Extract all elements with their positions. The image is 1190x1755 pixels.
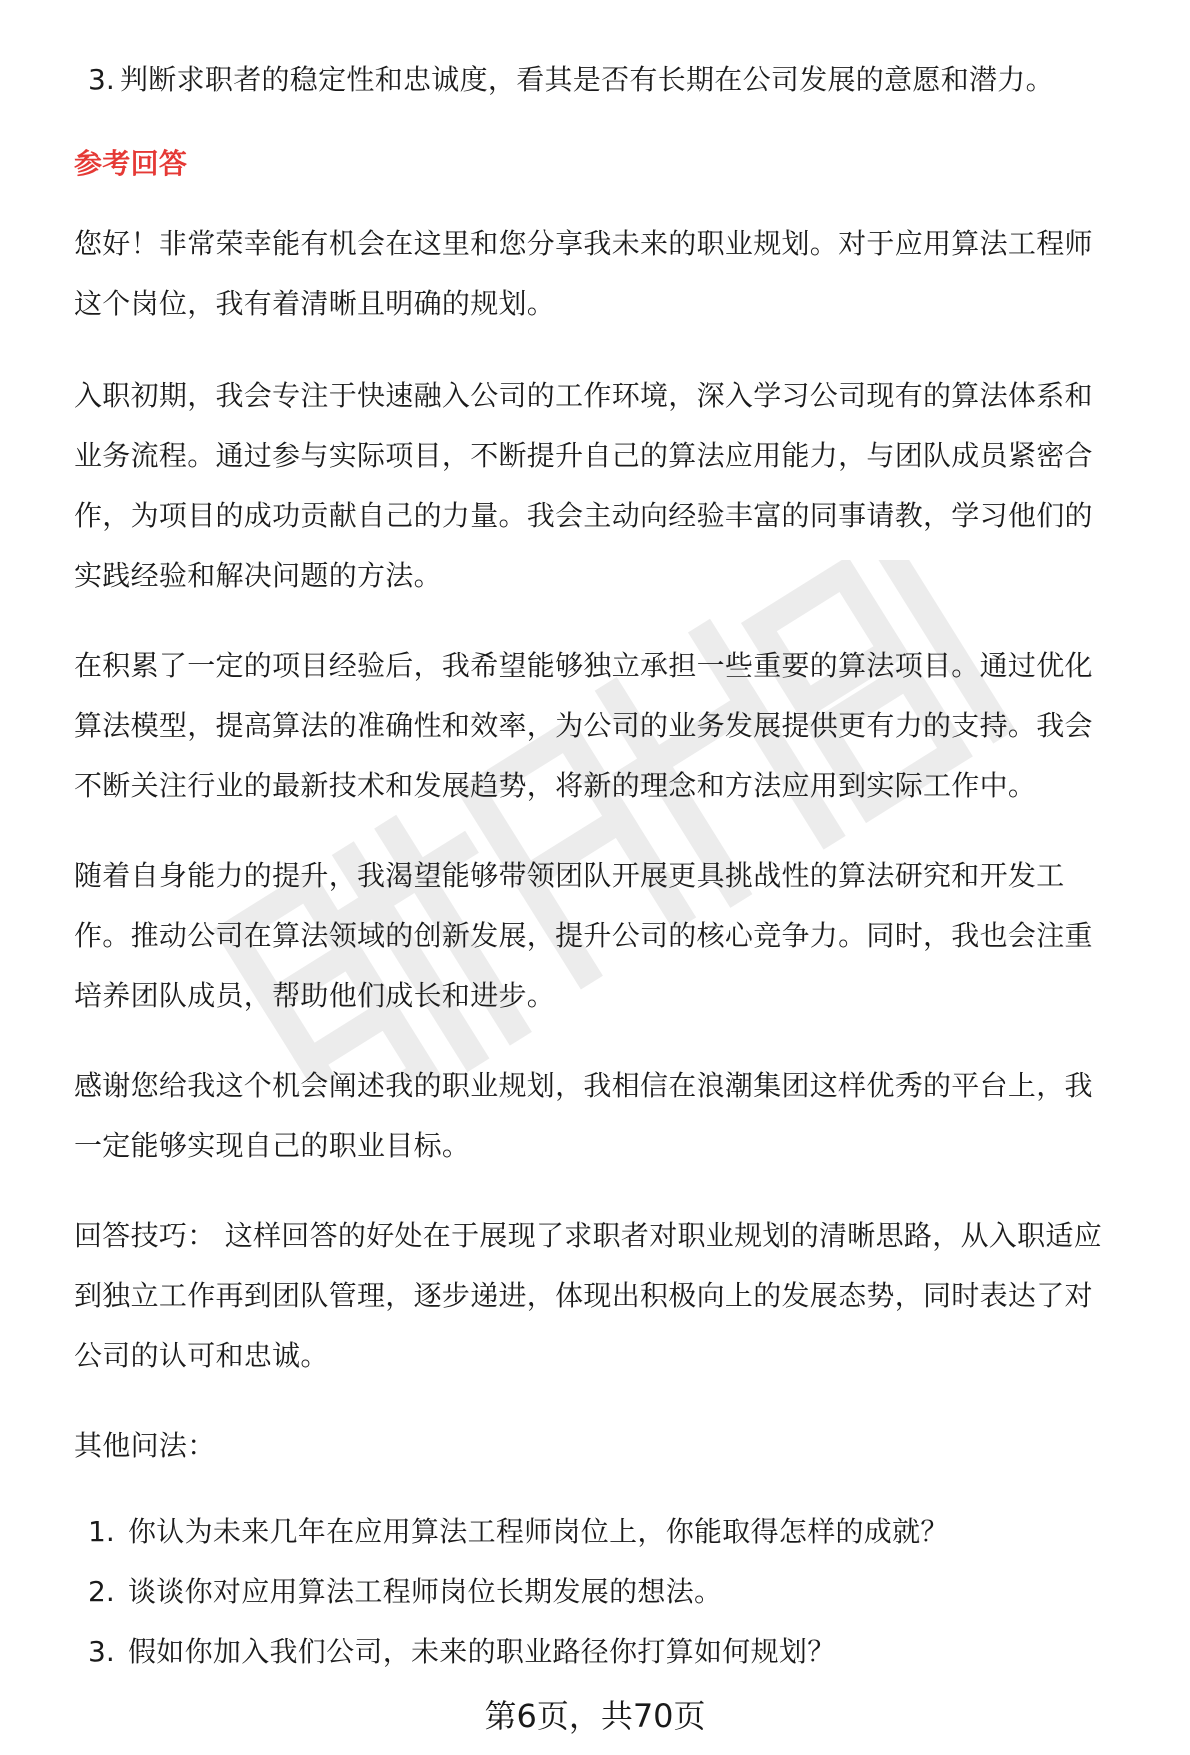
paragraph-line: 算法模型，提高算法的准确性和效率，为公司的业务发展提供更有力的支持。我会	[74, 709, 1093, 742]
paragraph-line: 培养团队成员，帮助他们成长和进步。	[74, 979, 556, 1012]
paragraph-line: 在积累了一定的项目经验后，我希望能够独立承担一些重要的算法项目。通过优化	[74, 649, 1093, 682]
paragraph-line: 实践经验和解决问题的方法。	[74, 559, 442, 592]
answer-tips-line: 公司的认可和忠诚。	[74, 1339, 329, 1372]
paragraph-line: 入职初期，我会专注于快速融入公司的工作环境，深入学习公司现有的算法体系和	[74, 379, 1093, 412]
paragraph-line: 您好！非常荣幸能有机会在这里和您分享我未来的职业规划。对于应用算法工程师	[74, 227, 1093, 260]
intro-item-text: 判断求职者的稳定性和忠诚度，看其是否有长期在公司发展的意愿和潜力。	[120, 63, 1054, 96]
other-questions-heading: 其他问法：	[74, 1429, 216, 1462]
paragraph-line: 不断关注行业的最新技术和发展趋势，将新的理念和方法应用到实际工作中。	[74, 769, 1037, 802]
paragraph-line: 感谢您给我这个机会阐述我的职业规划，我相信在浪潮集团这样优秀的平台上，我	[74, 1069, 1093, 1102]
page-number-footer: 第6页，共70页	[484, 1697, 706, 1735]
intro-item-number: 3.	[88, 63, 115, 96]
answer-heading: 参考回答	[74, 147, 188, 180]
answer-tips-line: 到独立工作再到团队管理，逐步递进，体现出积极向上的发展态势，同时表达了对	[74, 1279, 1093, 1312]
other-item-text: 你认为未来几年在应用算法工程师岗位上，你能取得怎样的成就？	[128, 1515, 949, 1548]
other-item-number: 3.	[88, 1635, 115, 1668]
other-item-number: 1.	[88, 1515, 115, 1548]
paragraph-line: 这个岗位，我有着清晰且明确的规划。	[74, 287, 556, 320]
paragraph-line: 作。推动公司在算法领域的创新发展，提升公司的核心竞争力。同时，我也会注重	[74, 919, 1093, 952]
paragraph-line: 作，为项目的成功贡献自己的力量。我会主动向经验丰富的同事请教，学习他们的	[74, 499, 1093, 532]
paragraph-line: 业务流程。通过参与实际项目，不断提升自己的算法应用能力，与团队成员紧密合	[74, 439, 1093, 472]
other-item-text: 谈谈你对应用算法工程师岗位长期发展的想法。	[128, 1575, 723, 1608]
other-item-number: 2.	[88, 1575, 115, 1608]
answer-tips-line: 回答技巧： 这样回答的好处在于展现了求职者对职业规划的清晰思路，从入职适应	[74, 1219, 1103, 1252]
paragraph-line: 随着自身能力的提升，我渴望能够带领团队开展更具挑战性的算法研究和开发工	[74, 859, 1065, 892]
paragraph-line: 一定能够实现自己的职业目标。	[74, 1129, 471, 1162]
other-item-text: 假如你加入我们公司，未来的职业路径你打算如何规划？	[128, 1635, 836, 1668]
